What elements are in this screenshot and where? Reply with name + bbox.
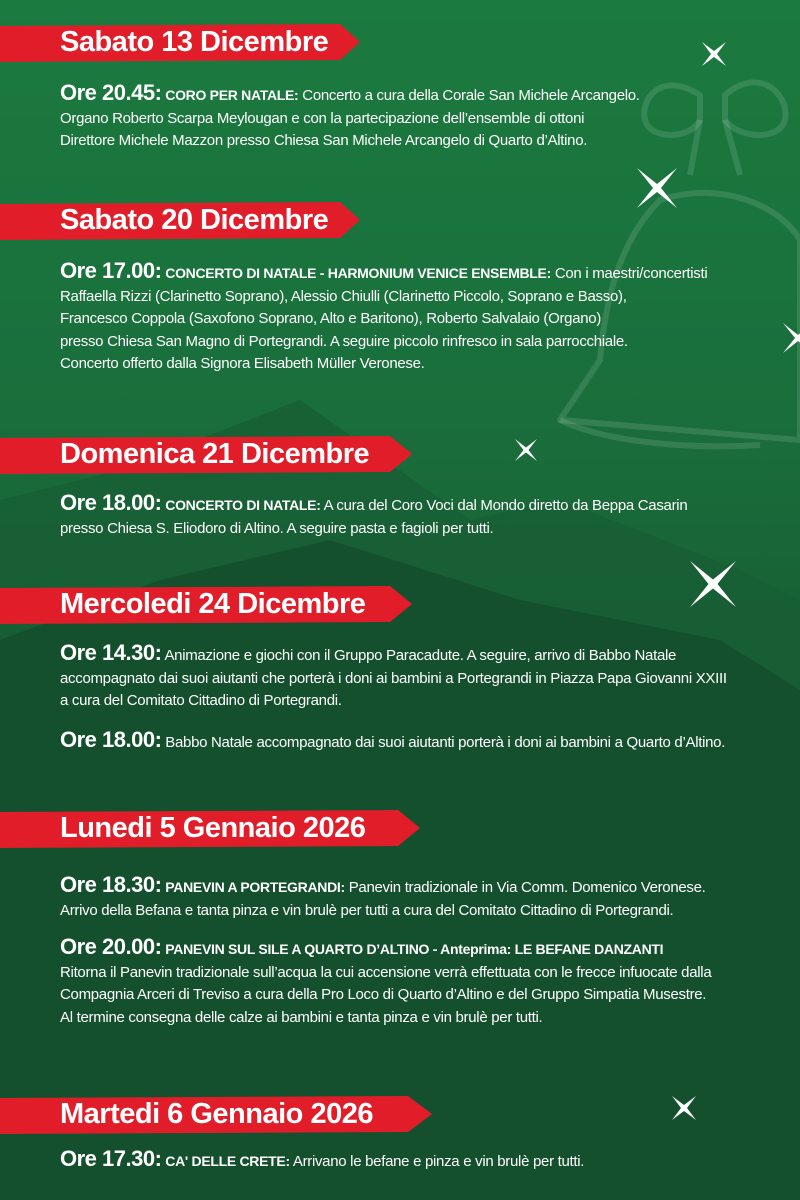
event-time: Ore 20.00: bbox=[60, 934, 162, 959]
event-time: Ore 14.30: bbox=[60, 640, 162, 665]
event-description-line: Francesco Coppola (Saxofono Soprano, Alto e Baritono), Roberto Salvalaio (Organo) bbox=[60, 310, 602, 327]
event-description: Babbo Natale accompagnato dai suoi aiutanti porterà i doni ai bambini a Quarto d’Altino. bbox=[165, 733, 726, 751]
event-title: CONCERTO DI NATALE: bbox=[165, 497, 321, 513]
day-section-sabato-20 bbox=[0, 198, 800, 376]
event-description-line: accompagnato dai suoi aiutanti che porterà i doni ai bambini a Portegrandi in Piazza Papa Giovanni XXIII bbox=[60, 669, 727, 687]
event-title: CONCERTO DI NATALE - HARMONIUM VENICE ENSEMBLE: bbox=[165, 265, 551, 281]
date-label: Lunedi 5 Gennaio 2026 bbox=[60, 812, 366, 844]
event-description-line: a cura del Comitato Cittadino di Portegrandi. bbox=[60, 692, 342, 709]
event-description: Animazione e giochi con il Gruppo Paracadute. A seguire, arrivo di Babbo Natale bbox=[164, 647, 677, 664]
event-description: Con i maestri/concertisti bbox=[554, 265, 708, 282]
event-item bbox=[60, 874, 790, 922]
event-description-line: Raffaella Rizzi (Clarinetto Soprano), Alessio Chiulli (Clarinetto Piccolo, Soprano e Basso), bbox=[60, 287, 627, 305]
date-banner bbox=[0, 806, 800, 852]
event-item bbox=[60, 492, 790, 540]
day-section-sabato-13 bbox=[0, 20, 800, 153]
day-section-domenica-21 bbox=[0, 432, 800, 540]
event-item bbox=[60, 82, 790, 153]
event-item bbox=[60, 260, 790, 376]
event-description-line: Concerto offerto dalla Signora Elisabeth Müller Veronese. bbox=[60, 355, 425, 372]
event-description-line: presso Chiesa S. Eliodoro di Altino. A seguire pasta e fagioli per tutti. bbox=[60, 519, 494, 537]
event-description-line: Al termine consegna delle calze ai bambini e tanta pinza e vin brulè per tutti. bbox=[60, 1008, 543, 1026]
event-description-line: Organo Roberto Scarpa Meylougan e con la partecipazione dell’ensemble di ottoni bbox=[60, 109, 585, 127]
event-description: Panevin tradizionale in Via Comm. Domenico Veronese. bbox=[348, 879, 706, 896]
date-banner bbox=[0, 432, 800, 478]
event-item bbox=[60, 726, 790, 755]
event-title: CORO PER NATALE: bbox=[165, 87, 299, 103]
event-description: A cura del Coro Voci dal Mondo diretto da Beppa Casarin bbox=[323, 497, 688, 514]
star-icon bbox=[684, 555, 742, 613]
event-description: Arrivano le befane e pinza e vin brulè per tutti. bbox=[292, 1153, 585, 1170]
date-banner bbox=[0, 20, 800, 66]
date-label: Domenica 21 Dicembre bbox=[60, 438, 370, 470]
event-time: Ore 18.00: bbox=[60, 490, 162, 515]
date-banner bbox=[0, 582, 800, 628]
star-icon bbox=[631, 162, 683, 214]
event-description-line: Direttore Michele Mazzon presso Chiesa San Michele Arcangelo di Quarto d’Altino. bbox=[60, 132, 588, 149]
event-description-line: presso Chiesa San Magno di Portegrandi. A seguire piccolo rinfresco in sala parrocchiale. bbox=[60, 332, 628, 350]
star-icon bbox=[778, 318, 800, 358]
day-section-mercoledi-24 bbox=[0, 582, 800, 754]
event-time: Ore 17.30: bbox=[60, 1146, 162, 1171]
event-time: Ore 18.00: bbox=[60, 726, 162, 752]
event-item bbox=[60, 642, 790, 713]
star-icon bbox=[698, 38, 730, 70]
event-description-line: Ritorna il Panevin tradizionale sull’acqua la cui accensione verrà effettuata con le frecce infuocate dalla bbox=[60, 963, 712, 981]
event-time: Ore 17.00: bbox=[60, 258, 162, 283]
event-title: PANEVIN A PORTEGRANDI: bbox=[165, 879, 345, 895]
star-icon bbox=[511, 435, 541, 465]
date-label: Mercoledi 24 Dicembre bbox=[60, 588, 366, 620]
event-item bbox=[60, 1148, 790, 1174]
event-item bbox=[60, 936, 790, 1029]
day-section-lunedi-5 bbox=[0, 806, 800, 1029]
event-title: CA' DELLE CRETE: bbox=[165, 1153, 290, 1169]
star-icon bbox=[668, 1092, 700, 1124]
event-time: Ore 20.45: bbox=[60, 80, 162, 105]
event-description-line: Compagnia Arceri di Treviso a cura della Pro Loco di Quarto d’Altino e del Gruppo Simpatia Musestre. bbox=[60, 986, 707, 1003]
event-description: Concerto a cura della Corale San Michele Arcangelo. bbox=[302, 87, 640, 104]
date-label: Martedi 6 Gennaio 2026 bbox=[60, 1098, 373, 1130]
event-description-line: Arrivo della Befana e tanta pinza e vin brulè per tutti a cura del Comitato Cittadino di Portegrandi. bbox=[60, 901, 674, 919]
date-label: Sabato 20 Dicembre bbox=[60, 204, 329, 236]
event-title: PANEVIN SUL SILE A QUARTO D’ALTINO - Anteprima: LE BEFANE DANZANTI bbox=[165, 941, 664, 957]
event-time: Ore 18.30: bbox=[60, 872, 162, 897]
date-label: Sabato 13 Dicembre bbox=[60, 26, 329, 58]
